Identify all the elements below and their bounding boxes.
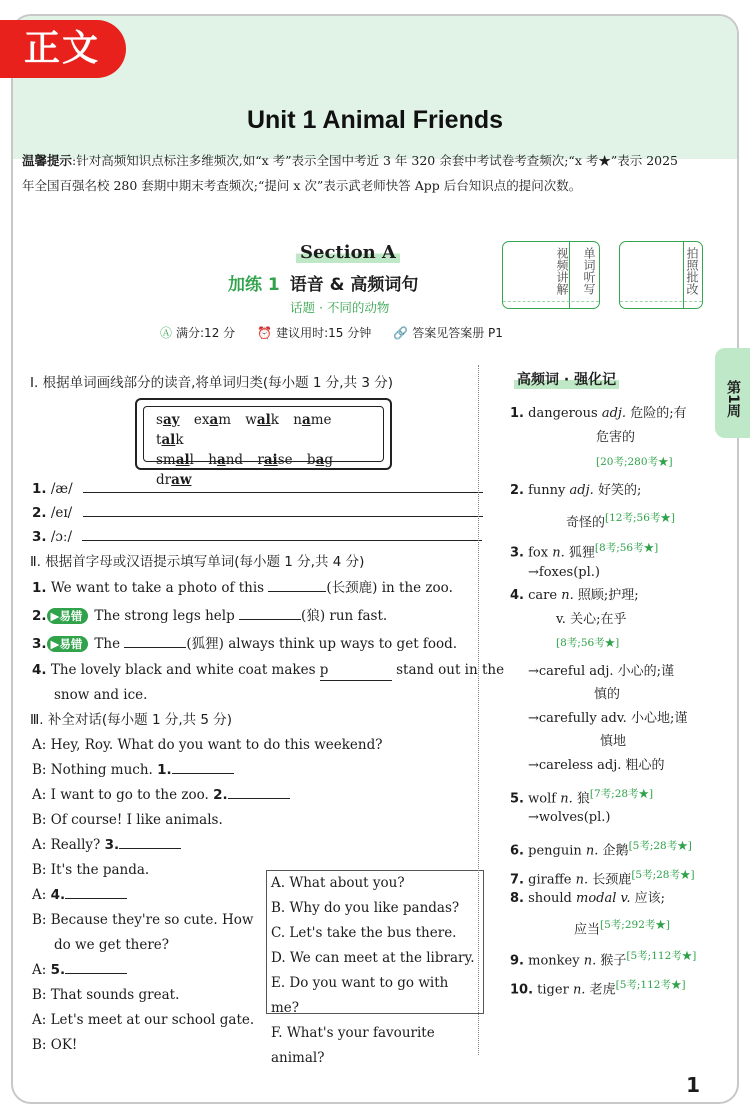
badge-icon: Ⓐ [160,326,173,340]
hfw-entry-6: 6. penguin n. 企鹅[5考;28考★] [510,840,692,859]
options-box [266,870,484,1066]
week-tab[interactable]: 第1周 [715,348,750,438]
answer-blank[interactable] [83,516,483,517]
hfw-title: 高频词 · 强化记 [514,369,619,389]
part1-item-2: 2. /eɪ/ [32,503,483,523]
practice-number: 加练 1 [228,275,280,295]
word-row-1: say exam walk name talk [156,412,332,448]
dialog-line-11: B: That sounds great. [32,987,180,1003]
option-a: A. What about you? [271,875,405,891]
answer-blank[interactable] [83,492,483,493]
part2-item-4: 4. The lovely black and white coat makes p stand out in the [32,660,504,681]
dialog-line-7: A: 4. [32,885,127,905]
dialog-line-1: A: Hey, Roy. What do you want to do this weekend? [32,737,383,753]
hfw-entry-9: 9. monkey n. 猴子[5考;112考★] [510,950,697,969]
hfw-deriv-4a-cont: 慎的 [594,687,621,702]
answer-blank[interactable] [239,619,301,620]
qr-dictation-label: 单词听写 [582,247,596,295]
body-badge: 正文 [0,20,126,78]
error-prone-tag: ▶易错 [47,636,89,652]
dialog-line-6: B: It's the panda. [32,862,150,878]
word-row-2: small hand raise bag draw [156,452,333,488]
answer-blank[interactable] [268,591,326,592]
dialog-line-12: A: Let's meet at our school gate. [32,1012,255,1028]
option-c: C. Let's take the bus there. [271,925,457,941]
answer-blank[interactable] [172,773,234,774]
qr-video-dictation[interactable] [502,241,600,309]
part2-item-4-cont: snow and ice. [54,687,148,703]
hfw-freq-1: [20考;280考★] [596,456,673,468]
dialog-line-5: A: Really? 3. [32,835,181,855]
answer-blank[interactable] [119,848,181,849]
answer-blank[interactable]: p [320,660,392,681]
hfw-entry-3: 3. fox n. 狐狸[8考;56考★] [510,542,659,561]
dialog-line-13: B: OK! [32,1037,78,1053]
dialog-line-2: B: Nothing much. 1. [32,760,234,780]
hfw-entry-1-cont: 危害的 [596,430,636,445]
hfw-entry-1: 1. dangerous adj. 危险的;有 [510,406,687,421]
dialog-line-8: B: Because they're so cute. How [32,912,254,928]
qr-photo-label: 拍照批改 [685,247,699,295]
link-icon: 🔗 [393,326,409,340]
dialog-line-10: A: 5. [32,960,127,980]
part2-item-2: 2. ▶易错 The strong legs help (狼) run fast. [32,608,388,624]
hfw-entry-4-cont: v. 关心;在乎 [556,612,627,627]
dialog-line-4: B: Of course! I like animals. [32,812,223,828]
answer-blank[interactable] [82,540,482,541]
score-info: Ⓐ 满分:12 分 [160,326,236,340]
unit-title: Unit 1 Animal Friends [246,106,504,134]
notice-text: :针对高频知识点标注多维频次,如“x 考”表示全国中考近 3 年 320 余套中考试卷考查频次;“x 考★”表示 2025 年全国百强名校 280 套期中期末考查频次;“提问 x 次”表示武老师快答 App 后台知识点的提问次数。 [22,153,679,193]
hfw-entry-4: 4. care n. 照顾;护理; [510,588,639,603]
word-box [135,398,392,488]
hfw-entry-10: 10. tiger n. 老虎[5考;112考★] [510,979,686,998]
clock-icon: ⏰ [257,326,273,340]
qr-photo-correct[interactable] [619,241,703,309]
practice-name: 语音 & 高频词句 [289,275,419,295]
hfw-deriv-4b-cont: 慎地 [600,734,627,749]
hfw-freq-4: [8考;56考★] [556,637,620,649]
hfw-deriv-3: →foxes(pl.) [528,565,600,580]
column-divider [478,365,479,1055]
page-number: 1 [686,1073,700,1097]
option-e: E. Do you want to go with me? [271,975,449,1016]
practice-title [228,270,418,295]
hfw-entry-2-cont: 奇怪的[12考;56考★] [566,512,675,531]
hfw-entry-8-cont: 应当[5考;292考★] [574,919,670,938]
dialog-line-9: do we get there? [54,937,170,953]
hfw-deriv-5: →wolves(pl.) [528,810,611,825]
part1-title: Ⅰ. 根据单词画线部分的读音,将单词归类(每小题 1 分,共 3 分) [30,375,394,391]
notice-label: 温馨提示 [22,153,73,168]
hfw-entry-8: 8. should modal v. 应该; [510,891,665,906]
answer-blank[interactable] [65,898,127,899]
option-f: F. What's your favourite animal? [271,1025,435,1066]
hfw-deriv-4a: →careful adj. 小心的;谨 [528,664,675,679]
dialog-line-3: A: I want to go to the zoo. 2. [32,785,290,805]
part1-item-1: 1. /æ/ [32,479,483,499]
answer-blank[interactable] [124,647,186,648]
notice [22,149,694,198]
hfw-deriv-4b: →carefully adv. 小心地;谨 [528,711,688,726]
error-prone-tag: ▶易错 [47,608,89,624]
hfw-entry-5: 5. wolf n. 狼[7考;28考★] [510,788,654,807]
answer-blank[interactable] [228,798,290,799]
part1-item-3: 3. /ɔː/ [32,527,482,547]
hfw-entry-2: 2. funny adj. 好笑的; [510,483,642,498]
section-title: Section A [296,242,400,263]
option-b: B. Why do you like pandas? [271,900,460,916]
exercise-meta [160,324,503,341]
option-d: D. We can meet at the library. [271,950,475,966]
time-info: ⏰ 建议用时:15 分钟 [257,326,372,340]
part2-title: Ⅱ. 根据首字母或汉语提示填写单词(每小题 1 分,共 4 分) [30,554,365,570]
topic-label: 话题 · 不同的动物 [290,300,390,315]
answer-info: 🔗 答案见答案册 P1 [393,326,503,340]
hfw-entry-7: 7. giraffe n. 长颈鹿[5考;28考★] [510,869,695,888]
hfw-deriv-4c: →careless adj. 粗心的 [528,758,665,773]
part2-item-3: 3. ▶易错 The (狐狸) always think up ways to get food. [32,636,458,652]
part2-item-1: 1. We want to take a photo of this (长颈鹿) in the zoo. [32,580,453,596]
answer-blank[interactable] [65,973,127,974]
qr-video-label: 视频讲解 [555,247,569,295]
part3-title: Ⅲ. 补全对话(每小题 1 分,共 5 分) [30,712,233,728]
